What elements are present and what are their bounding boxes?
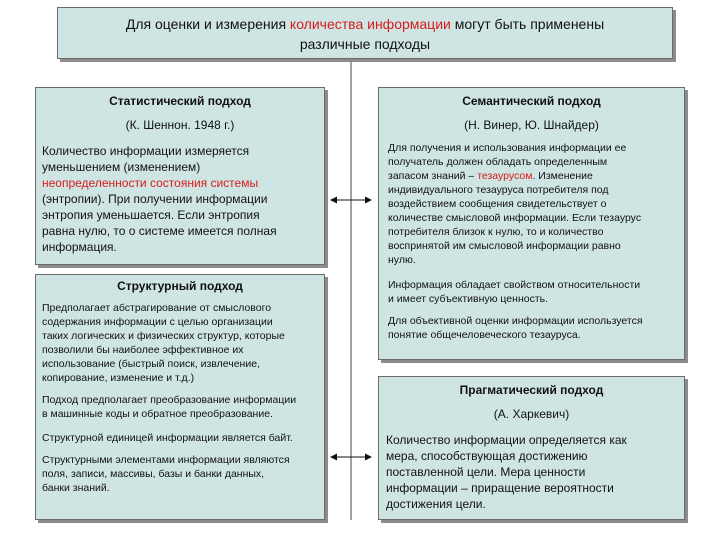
semantic-author: (Н. Винер, Ю. Шнайдер) <box>464 118 599 132</box>
pragmatic-text-line: Количество информации определяется как <box>386 433 627 447</box>
structural-text-line: таких логических и физических структур, которые <box>42 330 285 342</box>
statistical-title: Статистический подход <box>109 94 251 108</box>
semantic-text-line: потребителя близок к нулю, то и количество <box>388 226 604 238</box>
pragmatic-text-line: информации – приращение вероятности <box>386 481 614 495</box>
statistical-text-line: энтропия уменьшается. Если энтропия <box>42 208 260 222</box>
pragmatic-text-line: мера, способствующая достижению <box>386 449 588 463</box>
statistical-text-line: (энтропии). При получении информации <box>42 192 268 206</box>
header-line-2: различные подходы <box>299 36 431 52</box>
semantic-text-line: количестве смысловой информации. Если тезаурус <box>388 212 642 224</box>
header-box <box>57 7 673 59</box>
structural-text-line: Структурной единицей информации является байт. <box>42 432 293 444</box>
structural-box <box>35 274 325 520</box>
structural-text-line: копирование, изменение и т.д.) <box>42 372 195 384</box>
structural-text-line: в машинные коды и обратное преобразование. <box>42 408 273 420</box>
structural-text-line: позволили бы наиболее эффективное их <box>42 344 244 356</box>
structural-text-line: использование (быстрый поиск, извлечение, <box>42 358 260 370</box>
pragmatic-box <box>378 376 685 520</box>
pragmatic-author: (А. Харкевич) <box>493 407 570 421</box>
structural-text-line: Предполагает абстрагирование от смыслового <box>42 302 272 314</box>
statistical-text-line: равна нулю, то о системе имеется полная <box>42 224 277 238</box>
semantic-text-line: получатель должен обладать определенным <box>388 156 608 168</box>
statistical-box <box>35 87 325 265</box>
semantic-text-line: воздействием сообщения свидетельствует о <box>388 198 607 210</box>
header-line-1: Для оценки и измерения количества информации могут быть применены <box>125 16 605 32</box>
structural-text-line: Подход предполагает преобразование информации <box>42 394 297 406</box>
semantic-box <box>378 87 685 360</box>
structural-title: Структурный подход <box>117 279 243 293</box>
statistical-text-line: информация. <box>42 240 117 254</box>
semantic-title: Семантический подход <box>462 94 601 108</box>
pragmatic-text-line: достижения цели. <box>386 497 486 511</box>
semantic-text-line: воспринятой им смысловой информации равно <box>388 240 621 252</box>
semantic-text-line: Для объективной оценки информации используется <box>388 315 643 327</box>
statistical-text-line: Количество информации измеряется <box>42 144 250 158</box>
structural-text-line: поля, записи, массивы, базы и банки данных, <box>42 468 265 480</box>
semantic-text-line: Информация обладает свойством относительности <box>388 279 641 291</box>
semantic-text-line: нулю. <box>388 254 416 266</box>
statistical-text-line: уменьшением (изменением) <box>42 160 201 174</box>
pragmatic-title: Прагматический подход <box>459 383 604 397</box>
semantic-text-line: понятие общечеловеческого тезауруса. <box>388 329 581 341</box>
semantic-text-line: запасом знаний – тезаурусом. Изменение <box>388 170 593 182</box>
semantic-text-line: индивидуального тезауруса потребителя под <box>388 184 609 196</box>
statistical-highlight: неопределенности состояния системы <box>42 176 259 190</box>
structural-text-line: содержания информации с целью организации <box>42 316 273 328</box>
header-highlight: количества информации <box>289 16 451 32</box>
semantic-text-line: Для получения и использования информации ее <box>388 142 627 154</box>
semantic-highlight: тезаурусом <box>477 170 533 182</box>
semantic-text-line: и имеет субъективную ценность. <box>388 293 549 305</box>
pragmatic-text-line: поставленной цели. Мера ценности <box>386 465 586 479</box>
statistical-author: (К. Шеннон. 1948 г.) <box>125 118 235 132</box>
structural-text-line: банки знаний. <box>42 482 110 494</box>
structural-text-line: Структурными элементами информации являются <box>42 454 290 466</box>
